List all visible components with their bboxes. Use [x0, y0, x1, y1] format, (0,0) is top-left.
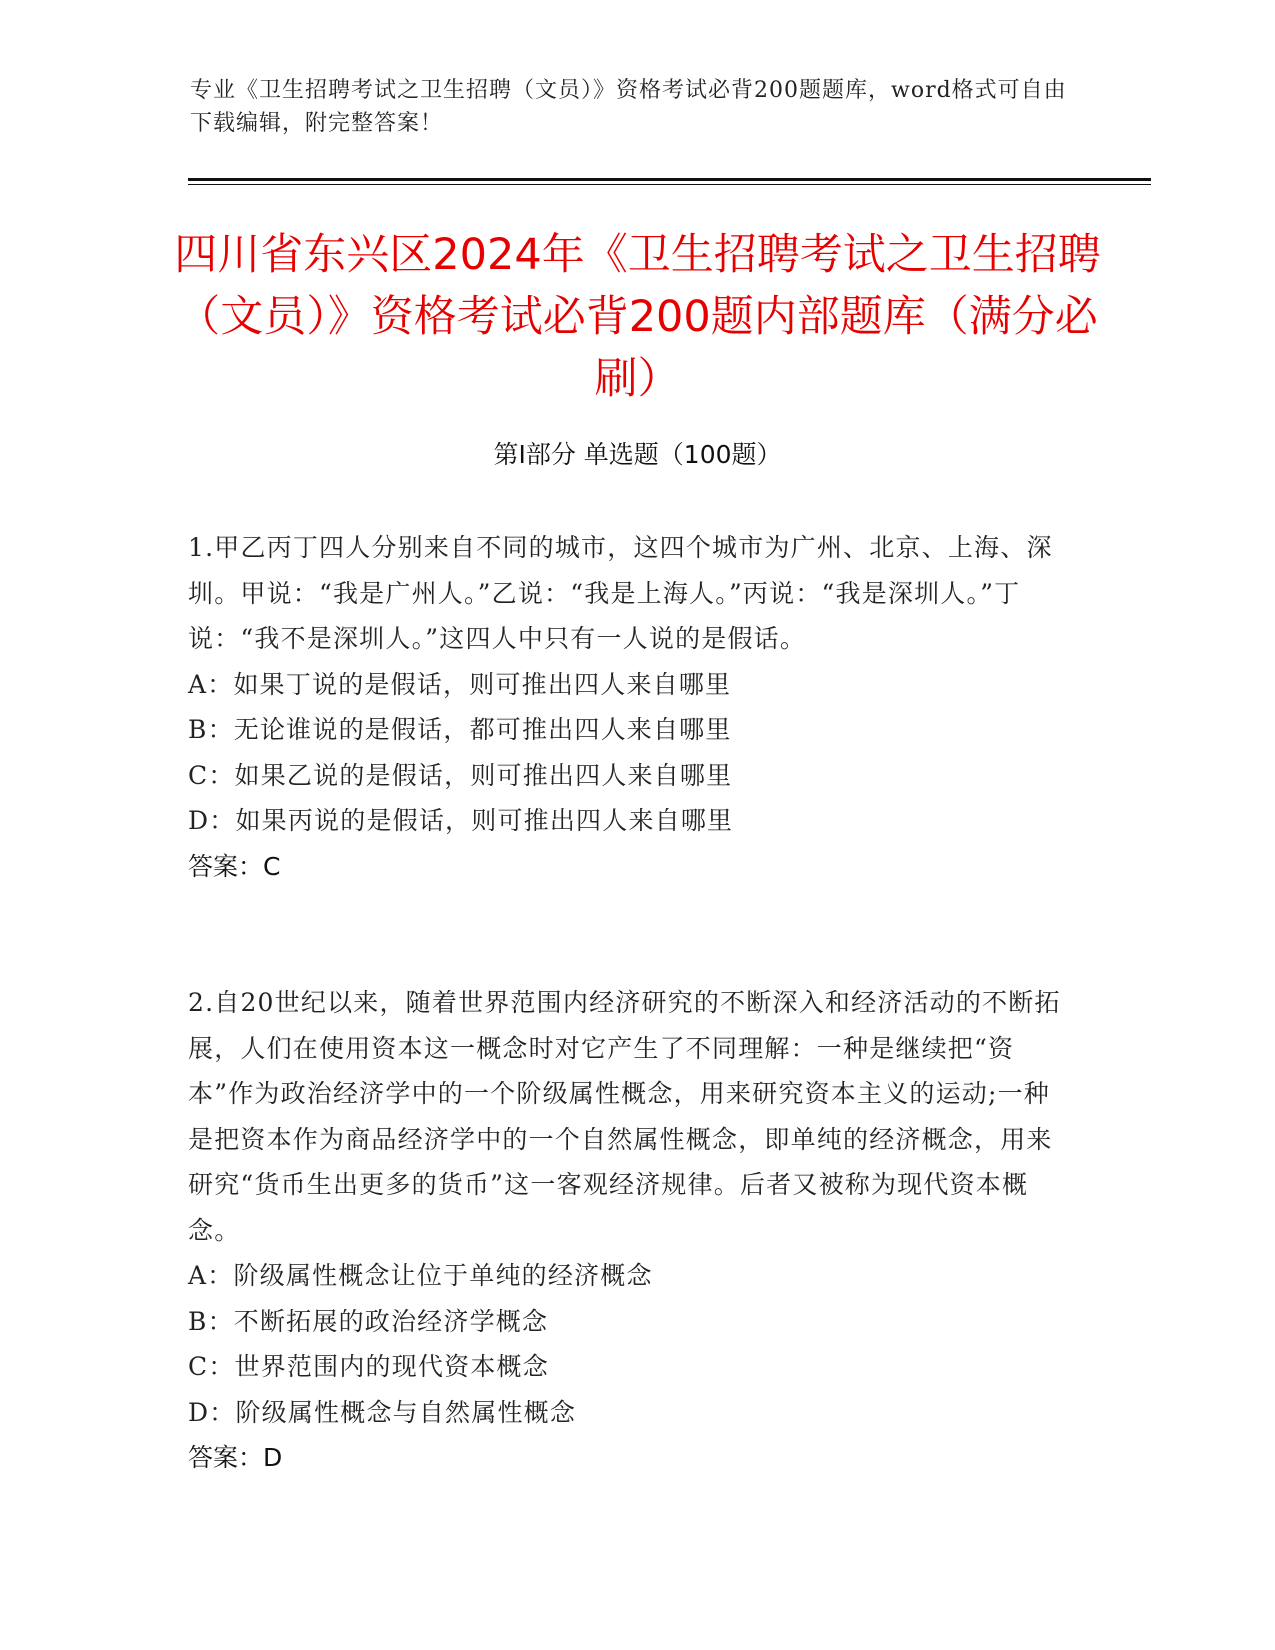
question-block-1 [188, 525, 1068, 889]
section-heading: 第Ⅰ部分 单选题（100题） [493, 440, 782, 469]
option-d: D：如果丙说的是假话，则可推出四人来自哪里 [188, 806, 734, 835]
answer-line: 答案：D [188, 1443, 283, 1472]
option-b: B：无论谁说的是假话，都可推出四人来自哪里 [188, 715, 732, 744]
question-stem: 1.甲乙丙丁四人分别来自不同的城市，这四个城市为广州、北京、上海、深圳。甲说：“我是广州人。”乙说：“我是上海人。”丙说：“我是深圳人。”丁说：“我不是深圳人。”这四人中只有一人说的是假话。 [188, 533, 1053, 653]
header-note: 专业《卫生招聘考试之卫生招聘（文员）》资格考试必背200题题库，word格式可自由下载编辑，附完整答案！ [190, 78, 1067, 136]
question-stem: 2.自20世纪以来，随着世界范围内经济研究的不断深入和经济活动的不断拓展，人们在使用资本这一概念时对它产生了不同理解：一种是继续把“资本”作为政治经济学中的一个阶级属性概念，用来研究资本主义的运动;一种是把资本作为商品经济学中的一个自然属性概念，即单纯的经济概念，用来研究“货币生出更多的货币”这一客观经济规律。后者又被称为现代资本概念。 [188, 988, 1061, 1245]
header-rule-thick [188, 178, 1151, 181]
option-a: A：如果丁说的是假话，则可推出四人来自哪里 [188, 669, 732, 699]
option-c: C：如果乙说的是假话，则可推出四人来自哪里 [188, 760, 733, 790]
option-c: C：世界范围内的现代资本概念 [188, 1352, 549, 1381]
option-d: D：阶级属性概念与自然属性概念 [188, 1397, 577, 1427]
header-rule-thin [188, 184, 1151, 185]
document-title: 四川省东兴区2024年《卫生招聘考试之卫生招聘（文员）》资格考试必背200题内部题库（满分必刷） [174, 230, 1101, 404]
answer-line: 答案：C [188, 851, 281, 881]
option-b: B：不断拓展的政治经济学概念 [188, 1306, 549, 1336]
option-a: A：阶级属性概念让位于单纯的经济概念 [188, 1261, 653, 1290]
question-block-2 [188, 980, 1068, 1481]
